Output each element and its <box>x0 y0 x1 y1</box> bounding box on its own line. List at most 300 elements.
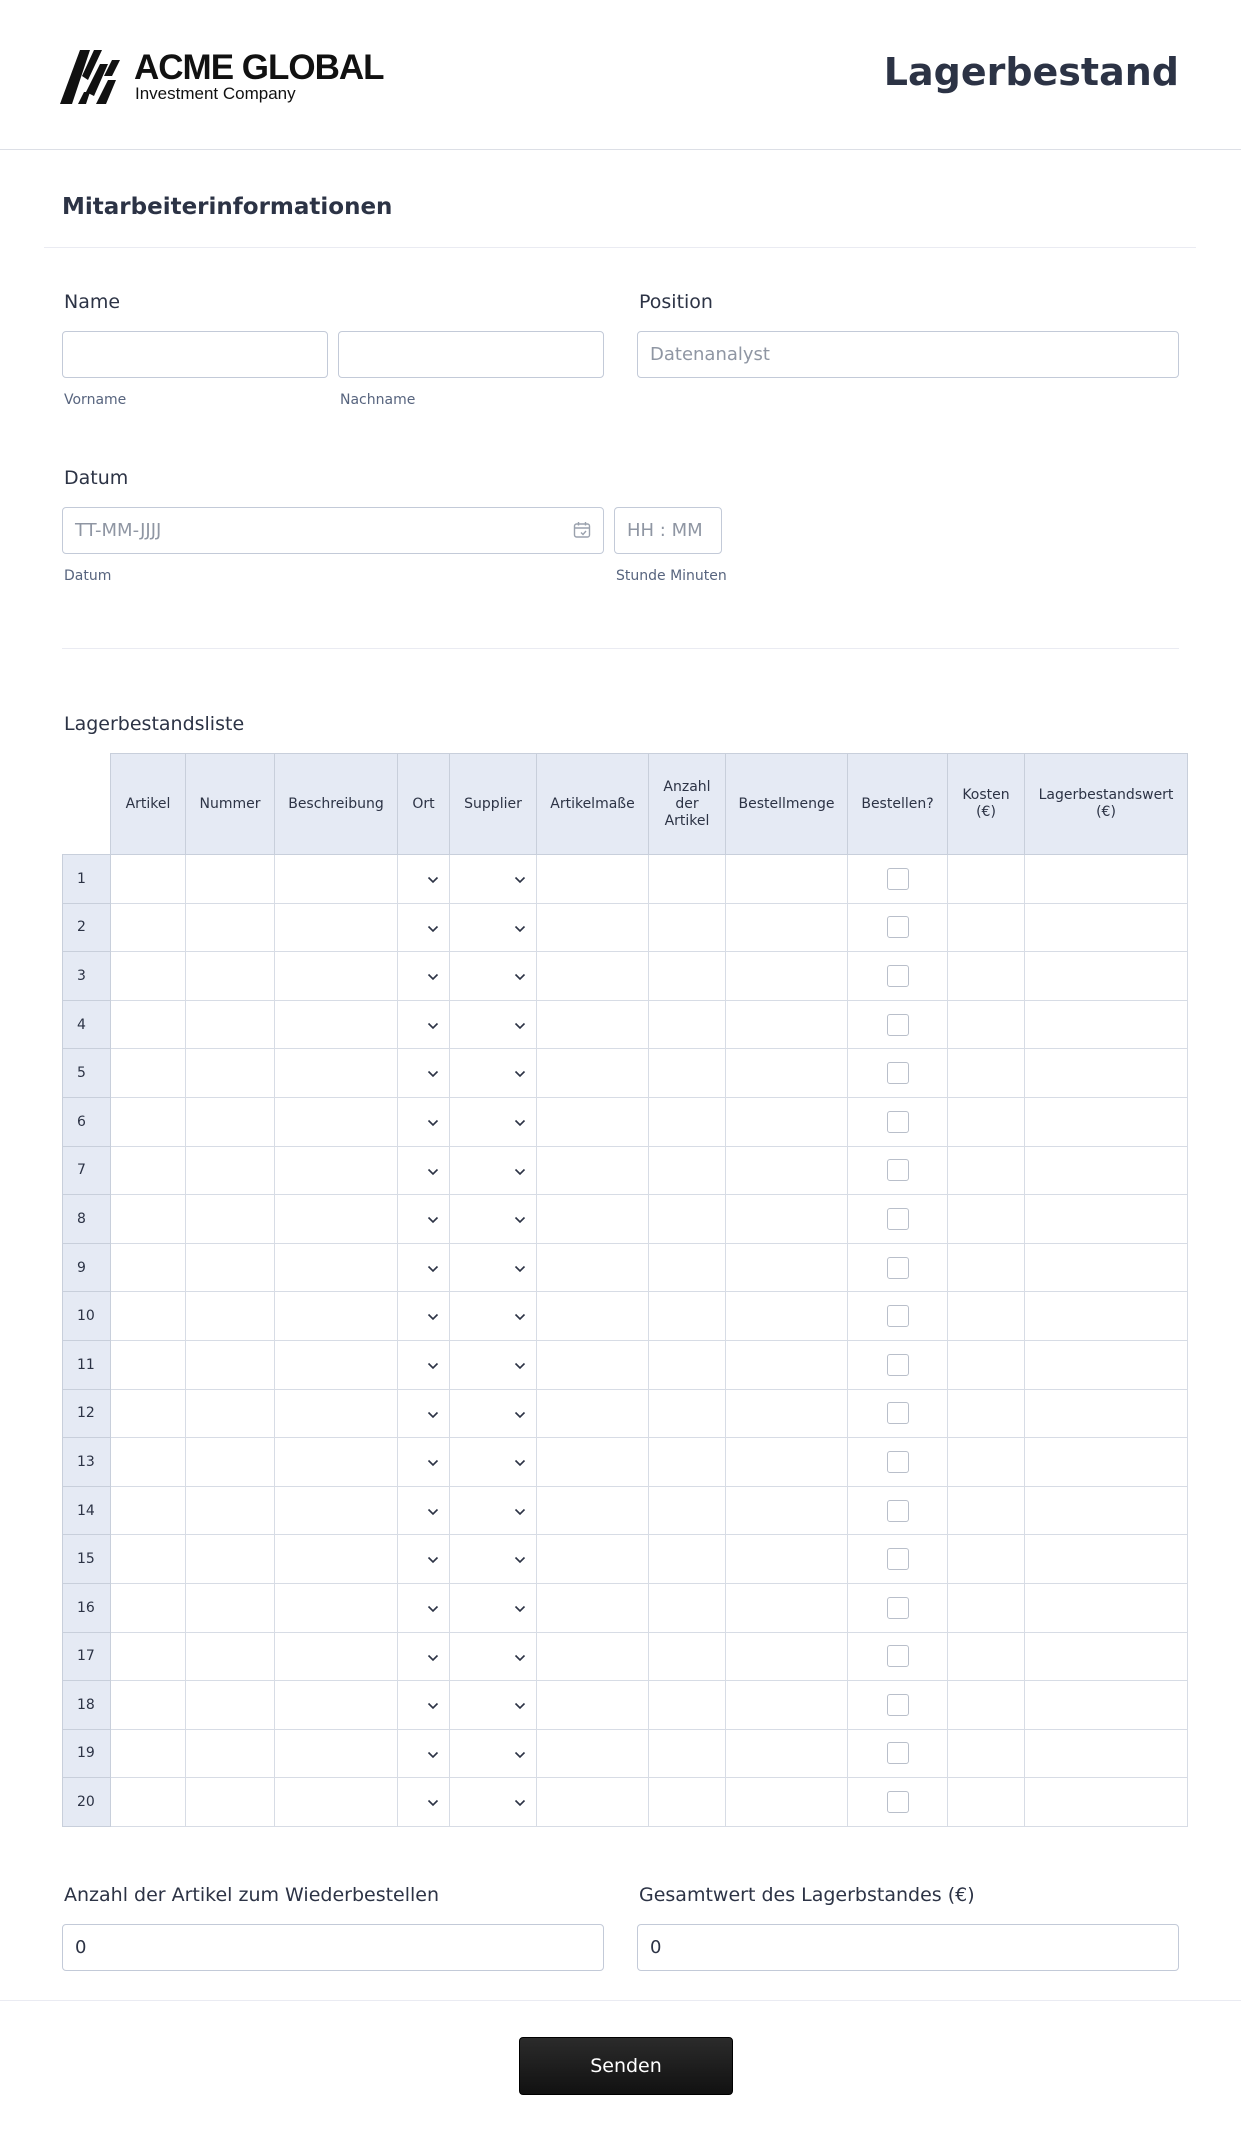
text-cell[interactable] <box>649 1438 726 1487</box>
text-cell[interactable] <box>275 1438 398 1487</box>
row-number: 6 <box>63 1097 111 1146</box>
checkbox-cell <box>848 1535 948 1584</box>
text-cell[interactable] <box>649 1389 726 1438</box>
text-cell[interactable] <box>275 1535 398 1584</box>
text-cell[interactable] <box>1025 1438 1188 1487</box>
text-cell[interactable] <box>537 1438 649 1487</box>
order-checkbox[interactable] <box>887 1014 909 1036</box>
text-cell[interactable] <box>948 1729 1025 1778</box>
text-cell[interactable] <box>948 1000 1025 1049</box>
text-cell[interactable] <box>111 1535 186 1584</box>
order-checkbox[interactable] <box>887 1451 909 1473</box>
order-checkbox[interactable] <box>887 1159 909 1181</box>
order-checkbox[interactable] <box>887 1111 909 1133</box>
text-cell[interactable] <box>537 1243 649 1292</box>
text-cell[interactable] <box>275 1292 398 1341</box>
dropdown-cell[interactable] <box>450 1146 537 1195</box>
chevron-down-icon <box>427 1747 439 1755</box>
text-cell[interactable] <box>111 1292 186 1341</box>
text-cell[interactable] <box>649 1097 726 1146</box>
first-name-sublabel: Vorname <box>64 392 127 408</box>
text-cell[interactable] <box>726 1389 848 1438</box>
checkbox-cell <box>848 1292 948 1341</box>
logo-subtitle: Investment Company <box>135 84 296 103</box>
chevron-down-icon <box>427 1552 439 1560</box>
text-cell[interactable] <box>275 1340 398 1389</box>
order-checkbox[interactable] <box>887 1548 909 1570</box>
checkbox-cell <box>848 1681 948 1730</box>
text-cell[interactable] <box>186 1486 275 1535</box>
text-cell[interactable] <box>649 1632 726 1681</box>
dropdown-cell[interactable] <box>450 952 537 1001</box>
text-cell[interactable] <box>275 1097 398 1146</box>
text-cell[interactable] <box>1025 1340 1188 1389</box>
text-cell[interactable] <box>1025 1146 1188 1195</box>
text-cell[interactable] <box>948 1292 1025 1341</box>
date-input[interactable] <box>62 507 604 554</box>
text-cell[interactable] <box>649 1195 726 1244</box>
text-cell[interactable] <box>111 1340 186 1389</box>
reorder-count-input[interactable]: 0 <box>62 1924 604 1971</box>
text-cell[interactable] <box>1025 1243 1188 1292</box>
text-cell[interactable] <box>275 855 398 904</box>
text-cell[interactable] <box>948 1486 1025 1535</box>
text-cell[interactable] <box>948 1049 1025 1098</box>
order-checkbox[interactable] <box>887 965 909 987</box>
text-cell[interactable] <box>111 1681 186 1730</box>
text-cell[interactable] <box>186 1292 275 1341</box>
text-cell[interactable] <box>726 1243 848 1292</box>
order-checkbox[interactable] <box>887 1597 909 1619</box>
section-title-employee: Mitarbeiterinformationen <box>62 194 393 220</box>
dropdown-cell[interactable] <box>450 1389 537 1438</box>
text-cell[interactable] <box>537 1681 649 1730</box>
text-cell[interactable] <box>948 1389 1025 1438</box>
text-cell[interactable] <box>275 1681 398 1730</box>
last-name-input[interactable] <box>338 331 604 378</box>
text-cell[interactable] <box>948 903 1025 952</box>
text-cell[interactable] <box>275 1486 398 1535</box>
text-cell[interactable] <box>726 1583 848 1632</box>
text-cell[interactable] <box>649 903 726 952</box>
name-label: Name <box>64 291 121 313</box>
text-cell[interactable] <box>726 1632 848 1681</box>
text-cell[interactable] <box>726 1097 848 1146</box>
text-cell[interactable] <box>537 1486 649 1535</box>
order-checkbox[interactable] <box>887 1208 909 1230</box>
dropdown-cell[interactable] <box>398 1438 450 1487</box>
text-cell[interactable] <box>1025 1535 1188 1584</box>
table-row <box>63 1778 1188 1827</box>
inventory-table-label: Lagerbestandsliste <box>64 713 245 735</box>
text-cell[interactable] <box>948 855 1025 904</box>
order-checkbox[interactable] <box>887 1694 909 1716</box>
text-cell[interactable] <box>537 1340 649 1389</box>
dropdown-cell[interactable] <box>450 1340 537 1389</box>
text-cell[interactable] <box>186 1049 275 1098</box>
text-cell[interactable] <box>1025 1000 1188 1049</box>
table-row <box>63 1195 1188 1244</box>
text-cell[interactable] <box>537 1583 649 1632</box>
text-cell[interactable] <box>649 1681 726 1730</box>
dropdown-cell[interactable] <box>398 1292 450 1341</box>
text-cell[interactable] <box>1025 952 1188 1001</box>
text-cell[interactable] <box>111 1389 186 1438</box>
chevron-down-icon <box>514 1698 526 1706</box>
order-checkbox[interactable] <box>887 1402 909 1424</box>
section-divider <box>44 247 1196 248</box>
dropdown-cell[interactable] <box>398 855 450 904</box>
text-cell[interactable] <box>726 1000 848 1049</box>
dropdown-cell[interactable] <box>398 1632 450 1681</box>
section-divider <box>62 648 1179 649</box>
table-row <box>63 1292 1188 1341</box>
footer-divider <box>0 2000 1241 2001</box>
text-cell[interactable] <box>1025 1049 1188 1098</box>
chevron-down-icon <box>514 1115 526 1123</box>
text-cell[interactable] <box>1025 1486 1188 1535</box>
text-cell[interactable] <box>1025 1681 1188 1730</box>
text-cell[interactable] <box>726 1292 848 1341</box>
text-cell[interactable] <box>726 1535 848 1584</box>
text-cell[interactable] <box>111 855 186 904</box>
dropdown-cell[interactable] <box>450 1438 537 1487</box>
text-cell[interactable] <box>275 1243 398 1292</box>
chevron-down-icon <box>427 1455 439 1463</box>
text-cell[interactable] <box>726 903 848 952</box>
chevron-down-icon <box>427 1795 439 1803</box>
dropdown-cell[interactable] <box>398 1389 450 1438</box>
text-cell[interactable] <box>1025 1292 1188 1341</box>
order-checkbox[interactable] <box>887 1354 909 1376</box>
text-cell[interactable] <box>111 1632 186 1681</box>
checkbox-cell <box>848 1729 948 1778</box>
order-checkbox[interactable] <box>887 1645 909 1667</box>
text-cell[interactable] <box>186 1681 275 1730</box>
text-cell[interactable] <box>111 1583 186 1632</box>
order-checkbox[interactable] <box>887 1062 909 1084</box>
text-cell[interactable] <box>948 1195 1025 1244</box>
text-cell[interactable] <box>1025 1632 1188 1681</box>
text-cell[interactable] <box>649 1778 726 1827</box>
dropdown-cell[interactable] <box>398 1486 450 1535</box>
text-cell[interactable] <box>537 1778 649 1827</box>
chevron-down-icon <box>514 1018 526 1026</box>
text-cell[interactable] <box>726 1486 848 1535</box>
text-cell[interactable] <box>649 855 726 904</box>
text-cell[interactable] <box>186 1583 275 1632</box>
dropdown-cell[interactable] <box>450 1486 537 1535</box>
chevron-down-icon <box>514 1747 526 1755</box>
total-value-input[interactable]: 0 <box>637 1924 1179 1971</box>
row-number: 18 <box>63 1681 111 1730</box>
text-cell[interactable] <box>186 1000 275 1049</box>
dropdown-cell[interactable] <box>398 1097 450 1146</box>
dropdown-cell[interactable] <box>450 1243 537 1292</box>
text-cell[interactable] <box>948 952 1025 1001</box>
text-cell[interactable] <box>186 1535 275 1584</box>
text-cell[interactable] <box>186 1243 275 1292</box>
text-cell[interactable] <box>275 1729 398 1778</box>
text-cell[interactable] <box>948 1583 1025 1632</box>
table-row <box>63 1583 1188 1632</box>
checkbox-cell <box>848 855 948 904</box>
text-cell[interactable] <box>186 903 275 952</box>
text-cell[interactable] <box>275 1583 398 1632</box>
submit-button[interactable]: Senden <box>519 2037 733 2095</box>
text-cell[interactable] <box>111 1000 186 1049</box>
text-cell[interactable] <box>186 1195 275 1244</box>
text-cell[interactable] <box>649 1340 726 1389</box>
chevron-down-icon <box>514 1066 526 1074</box>
text-cell[interactable] <box>1025 1729 1188 1778</box>
row-number: 5 <box>63 1049 111 1098</box>
row-number: 20 <box>63 1778 111 1827</box>
text-cell[interactable] <box>948 1243 1025 1292</box>
dropdown-cell[interactable] <box>450 1292 537 1341</box>
text-cell[interactable] <box>537 1049 649 1098</box>
row-number: 2 <box>63 903 111 952</box>
order-checkbox[interactable] <box>887 916 909 938</box>
text-cell[interactable] <box>726 1729 848 1778</box>
text-cell[interactable] <box>726 1195 848 1244</box>
text-cell[interactable] <box>275 1778 398 1827</box>
column-header: Artikelmaße <box>537 754 649 855</box>
text-cell[interactable] <box>275 1049 398 1098</box>
text-cell[interactable] <box>649 1729 726 1778</box>
text-cell[interactable] <box>537 952 649 1001</box>
row-number: 11 <box>63 1340 111 1389</box>
chevron-down-icon <box>427 1261 439 1269</box>
text-cell[interactable] <box>726 855 848 904</box>
text-cell[interactable] <box>111 1195 186 1244</box>
text-cell[interactable] <box>537 1292 649 1341</box>
text-cell[interactable] <box>1025 855 1188 904</box>
dropdown-cell[interactable] <box>450 1195 537 1244</box>
dropdown-cell[interactable] <box>450 1097 537 1146</box>
chevron-down-icon <box>514 1212 526 1220</box>
dropdown-cell[interactable] <box>398 1146 450 1195</box>
text-cell[interactable] <box>111 1729 186 1778</box>
text-cell[interactable] <box>186 1632 275 1681</box>
dropdown-cell[interactable] <box>398 1681 450 1730</box>
order-checkbox[interactable] <box>887 1257 909 1279</box>
text-cell[interactable] <box>111 1438 186 1487</box>
text-cell[interactable] <box>186 1340 275 1389</box>
acme-logo-icon <box>60 46 124 104</box>
chevron-down-icon <box>427 1358 439 1366</box>
checkbox-cell <box>848 1486 948 1535</box>
text-cell[interactable] <box>275 1195 398 1244</box>
company-logo <box>60 46 384 106</box>
text-cell[interactable] <box>186 1146 275 1195</box>
text-cell[interactable] <box>726 1438 848 1487</box>
table-row <box>63 1389 1188 1438</box>
row-number: 17 <box>63 1632 111 1681</box>
text-cell[interactable] <box>1025 1778 1188 1827</box>
text-cell[interactable] <box>649 1535 726 1584</box>
text-cell[interactable] <box>186 952 275 1001</box>
table-row <box>63 1438 1188 1487</box>
text-cell[interactable] <box>275 903 398 952</box>
text-cell[interactable] <box>948 1438 1025 1487</box>
dropdown-cell[interactable] <box>398 1583 450 1632</box>
text-cell[interactable] <box>275 952 398 1001</box>
text-cell[interactable] <box>275 1000 398 1049</box>
text-cell[interactable] <box>111 1778 186 1827</box>
order-checkbox[interactable] <box>887 1305 909 1327</box>
text-cell[interactable] <box>948 1632 1025 1681</box>
text-cell[interactable] <box>649 1292 726 1341</box>
text-cell[interactable] <box>726 1146 848 1195</box>
text-cell[interactable] <box>1025 903 1188 952</box>
text-cell[interactable] <box>649 952 726 1001</box>
text-cell[interactable] <box>275 1146 398 1195</box>
table-row <box>63 855 1188 904</box>
order-checkbox[interactable] <box>887 1500 909 1522</box>
table-row <box>63 1049 1188 1098</box>
checkbox-cell <box>848 1146 948 1195</box>
first-name-input[interactable] <box>62 331 328 378</box>
text-cell[interactable] <box>537 903 649 952</box>
text-cell[interactable] <box>649 1243 726 1292</box>
table-row <box>63 1243 1188 1292</box>
dropdown-cell[interactable] <box>450 1681 537 1730</box>
row-number: 3 <box>63 952 111 1001</box>
text-cell[interactable] <box>726 1681 848 1730</box>
text-cell[interactable] <box>726 952 848 1001</box>
text-cell[interactable] <box>948 1097 1025 1146</box>
dropdown-cell[interactable] <box>398 952 450 1001</box>
time-placeholder: HH : MM <box>627 520 703 541</box>
text-cell[interactable] <box>649 1146 726 1195</box>
text-cell[interactable] <box>1025 1097 1188 1146</box>
chevron-down-icon <box>427 1309 439 1317</box>
row-number: 13 <box>63 1438 111 1487</box>
text-cell[interactable] <box>948 1681 1025 1730</box>
dropdown-cell[interactable] <box>450 1535 537 1584</box>
text-cell[interactable] <box>275 1389 398 1438</box>
chevron-down-icon <box>514 1601 526 1609</box>
text-cell[interactable] <box>186 1729 275 1778</box>
text-cell[interactable] <box>1025 1583 1188 1632</box>
text-cell[interactable] <box>111 1243 186 1292</box>
text-cell[interactable] <box>537 1146 649 1195</box>
chevron-down-icon <box>514 872 526 880</box>
dropdown-cell[interactable] <box>398 1195 450 1244</box>
order-checkbox[interactable] <box>887 1742 909 1764</box>
calendar-icon[interactable] <box>573 521 591 539</box>
text-cell[interactable] <box>726 1340 848 1389</box>
text-cell[interactable] <box>186 1097 275 1146</box>
chevron-down-icon <box>514 1407 526 1415</box>
table-row <box>63 1000 1188 1049</box>
dropdown-cell[interactable] <box>398 1535 450 1584</box>
form-header <box>0 0 1241 150</box>
text-cell[interactable] <box>649 1049 726 1098</box>
text-cell[interactable] <box>649 1583 726 1632</box>
text-cell[interactable] <box>948 1778 1025 1827</box>
dropdown-cell[interactable] <box>398 1778 450 1827</box>
text-cell[interactable] <box>111 1486 186 1535</box>
checkbox-cell <box>848 1097 948 1146</box>
dropdown-cell[interactable] <box>450 1000 537 1049</box>
dropdown-cell[interactable] <box>398 1340 450 1389</box>
dropdown-cell[interactable] <box>450 1778 537 1827</box>
position-placeholder: Datenanalyst <box>650 344 770 365</box>
position-input[interactable] <box>637 331 1179 378</box>
text-cell[interactable] <box>1025 1389 1188 1438</box>
text-cell[interactable] <box>186 1438 275 1487</box>
date-sublabel: Datum <box>64 568 112 584</box>
dropdown-cell[interactable] <box>398 903 450 952</box>
time-input[interactable] <box>614 507 722 554</box>
text-cell[interactable] <box>537 855 649 904</box>
table-row <box>63 1097 1188 1146</box>
dropdown-cell[interactable] <box>450 1583 537 1632</box>
text-cell[interactable] <box>111 1049 186 1098</box>
text-cell[interactable] <box>948 1340 1025 1389</box>
chevron-down-icon <box>514 921 526 929</box>
order-checkbox[interactable] <box>887 868 909 890</box>
text-cell[interactable] <box>186 1389 275 1438</box>
text-cell[interactable] <box>111 952 186 1001</box>
order-checkbox[interactable] <box>887 1791 909 1813</box>
dropdown-cell[interactable] <box>450 855 537 904</box>
text-cell[interactable] <box>537 1729 649 1778</box>
dropdown-cell[interactable] <box>450 1729 537 1778</box>
date-placeholder: TT-MM-JJJJ <box>75 520 162 541</box>
text-cell[interactable] <box>1025 1195 1188 1244</box>
checkbox-cell <box>848 1438 948 1487</box>
text-cell[interactable] <box>537 1632 649 1681</box>
checkbox-cell <box>848 1195 948 1244</box>
text-cell[interactable] <box>111 903 186 952</box>
row-number: 7 <box>63 1146 111 1195</box>
dropdown-cell[interactable] <box>398 1729 450 1778</box>
dropdown-cell[interactable] <box>398 1243 450 1292</box>
text-cell[interactable] <box>537 1097 649 1146</box>
dropdown-cell[interactable] <box>398 1000 450 1049</box>
text-cell[interactable] <box>111 1097 186 1146</box>
text-cell[interactable] <box>111 1146 186 1195</box>
text-cell[interactable] <box>537 1195 649 1244</box>
text-cell[interactable] <box>537 1535 649 1584</box>
text-cell[interactable] <box>186 1778 275 1827</box>
text-cell[interactable] <box>948 1535 1025 1584</box>
chevron-down-icon <box>514 1650 526 1658</box>
text-cell[interactable] <box>726 1778 848 1827</box>
text-cell[interactable] <box>649 1486 726 1535</box>
dropdown-cell[interactable] <box>398 1049 450 1098</box>
text-cell[interactable] <box>275 1632 398 1681</box>
table-row <box>63 1535 1188 1584</box>
text-cell[interactable] <box>948 1146 1025 1195</box>
dropdown-cell[interactable] <box>450 1632 537 1681</box>
chevron-down-icon <box>427 1018 439 1026</box>
text-cell[interactable] <box>649 1000 726 1049</box>
dropdown-cell[interactable] <box>450 903 537 952</box>
total-value-label: Gesamtwert des Lagerbstandes (€) <box>639 1884 975 1906</box>
row-number: 19 <box>63 1729 111 1778</box>
chevron-down-icon <box>514 1261 526 1269</box>
text-cell[interactable] <box>726 1049 848 1098</box>
text-cell[interactable] <box>537 1000 649 1049</box>
chevron-down-icon <box>427 921 439 929</box>
text-cell[interactable] <box>537 1389 649 1438</box>
dropdown-cell[interactable] <box>450 1049 537 1098</box>
text-cell[interactable] <box>186 855 275 904</box>
